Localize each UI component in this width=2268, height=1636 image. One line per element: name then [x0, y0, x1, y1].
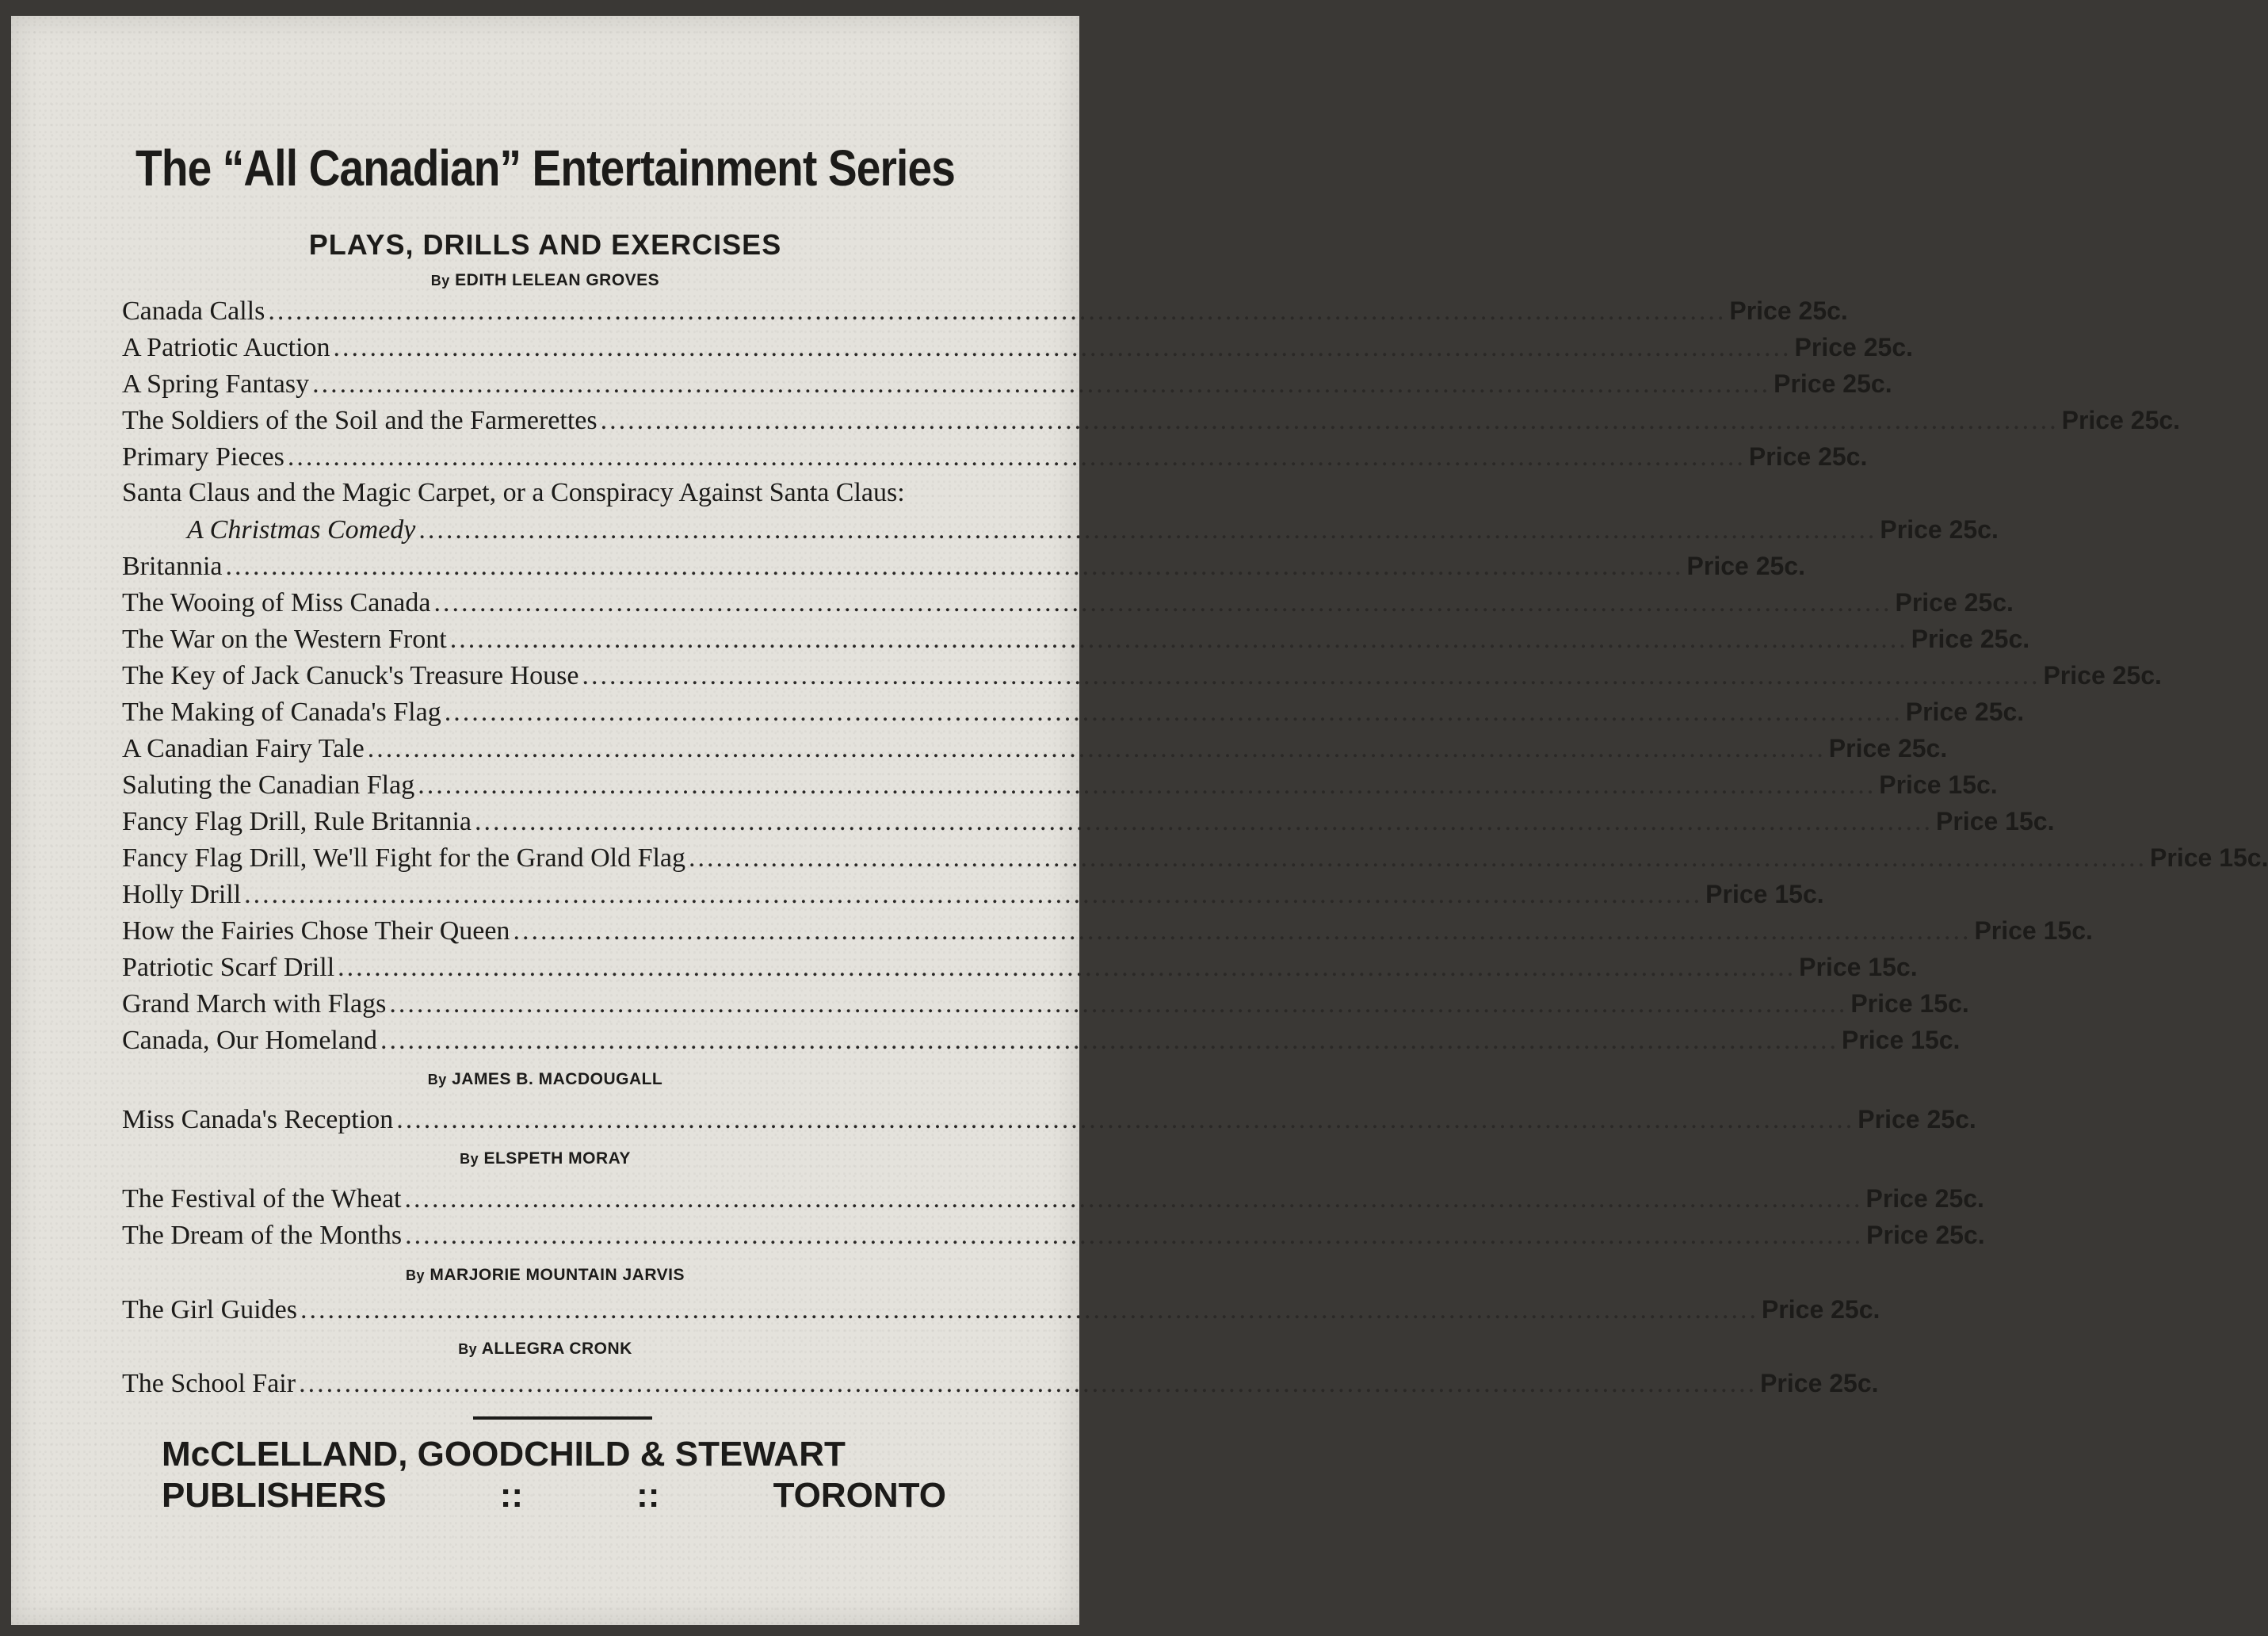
item-title: Britannia [122, 552, 223, 581]
item-title: The Making of Canada's Flag [122, 698, 441, 727]
publisher-name: McCLELLAND, GOODCHILD & STEWART [162, 1435, 846, 1474]
dot-leader: ................................................................................................................................................................ [582, 661, 2041, 690]
item-price: Price 25c. [1858, 1105, 1976, 1133]
list-item [122, 330, 1913, 365]
dot-leader: ................................................................................................................................................................ [475, 807, 1933, 836]
item-title: The Dream of the Months [122, 1221, 403, 1250]
list-item [122, 694, 2025, 729]
item-subtitle: A Christmas Comedy [187, 515, 416, 545]
list-item [122, 1217, 1985, 1252]
list-item [122, 950, 1918, 984]
dot-leader: ................................................................................................................................................................ [389, 989, 1848, 1019]
list-item [122, 877, 1824, 912]
dot-leader: ................................................................................................................................................................ [513, 916, 1972, 946]
dot-leader: ................................................................................................................................................................ [268, 296, 1727, 326]
catalog-page [11, 16, 2268, 1625]
dot-leader: ................................................................................................................................................................ [405, 1221, 1864, 1250]
item-title: The Girl Guides [122, 1295, 297, 1324]
item-title: Primary Pieces [122, 442, 284, 472]
list-item [122, 913, 2093, 948]
list-item [122, 439, 1868, 474]
item-title: Canada Calls [122, 296, 265, 326]
item-title: Patriotic Scarf Drill [122, 953, 335, 982]
item-price: Price 25c. [1794, 333, 1913, 361]
item-title: The Soldiers of the Soil and the Farmerettes [122, 406, 598, 435]
item-price: Price 25c. [1865, 1184, 1984, 1213]
series-title: The “All Canadian” Entertainment Series [136, 140, 955, 197]
item-price: Price 25c. [1686, 552, 1805, 580]
item-title: The Festival of the Wheat [122, 1184, 402, 1214]
dot-leader: ................................................................................................................................................................ [299, 1369, 1758, 1398]
item-title: A Canadian Fairy Tale [122, 734, 365, 763]
list-item [122, 366, 1892, 401]
separator: :: [499, 1476, 524, 1515]
item-title: Miss Canada's Reception [122, 1105, 394, 1134]
list-item [122, 1292, 1880, 1327]
dot-leader: ................................................................................................................................................................ [418, 770, 1877, 800]
dot-leader: ................................................................................................................................................................ [689, 843, 2148, 873]
item-title: A Spring Fantasy [122, 369, 310, 399]
publisher-city: TORONTO [773, 1476, 946, 1515]
author-byline-groves: By EDITH LELEAN GROVES [430, 271, 660, 289]
item-price: Price 25c. [1866, 1221, 1985, 1249]
item-price: Price 15c. [2150, 843, 2268, 872]
item-title: Saluting the Canadian Flag [122, 770, 415, 800]
item-title: Fancy Flag Drill, Rule Britannia [122, 807, 472, 836]
dot-leader: ................................................................................................................................................................ [396, 1105, 1855, 1134]
list-item [122, 1022, 1961, 1057]
item-title: A Patriotic Auction [122, 333, 330, 362]
list-item [122, 585, 2014, 620]
item-price: Price 25c. [1828, 734, 1948, 763]
list-item [122, 549, 1805, 583]
author-byline-jarvis: By MARJORIE MOUNTAIN JARVIS [406, 1266, 685, 1284]
item-title: Grand March with Flags [122, 989, 387, 1019]
list-item [122, 1366, 1879, 1401]
dot-leader: ................................................................................................................................................................ [244, 880, 1703, 909]
separator: :: [636, 1476, 660, 1515]
publisher-line-1 [162, 1435, 946, 1474]
item-price: Price 25c. [1761, 1295, 1880, 1324]
item-price: Price 25c. [2061, 406, 2181, 434]
item-price: Price 15c. [1705, 880, 1824, 908]
item-title: The Key of Jack Canuck's Treasure House [122, 661, 579, 690]
item-title: Holly Drill [122, 880, 242, 909]
author-byline-macdougall: By JAMES B. MACDOUGALL [427, 1070, 663, 1088]
list-item [122, 1102, 1976, 1137]
list-item [122, 403, 2181, 438]
author-byline-moray: By ELSPETH MORAY [460, 1149, 631, 1168]
list-item [122, 658, 2162, 693]
item-price: Price 15c. [1879, 770, 1998, 799]
item-title: Canada, Our Homeland [122, 1026, 377, 1055]
dot-leader: ................................................................................................................................................................ [225, 552, 1684, 581]
item-price: Price 25c. [2043, 661, 2162, 690]
list-item [122, 621, 2030, 656]
publisher-line-2 [162, 1476, 946, 1516]
item-title: The School Fair [122, 1369, 296, 1398]
list-item [122, 512, 1999, 547]
dot-leader: ................................................................................................................................................................ [449, 625, 1908, 654]
dot-leader: ................................................................................................................................................................ [333, 333, 1792, 362]
dot-leader: ................................................................................................................................................................ [380, 1026, 1838, 1055]
dot-leader: ................................................................................................................................................................ [444, 698, 1903, 727]
item-title: Fancy Flag Drill, We'll Fight for the Grand Old Flag [122, 843, 686, 873]
series-subtitle: PLAYS, DRILLS AND EXERCISES [308, 228, 782, 261]
dot-leader: ................................................................................................................................................................ [312, 369, 1771, 399]
list-item [122, 731, 1948, 766]
item-price: Price 25c. [1895, 588, 2014, 617]
item-price: Price 15c. [1850, 989, 1969, 1018]
dot-leader: ................................................................................................................................................................ [367, 734, 1826, 763]
item-price: Price 25c. [1760, 1369, 1879, 1397]
item-title: The Wooing of Miss Canada [122, 588, 431, 617]
item-price: Price 25c. [1911, 625, 2030, 653]
item-price: Price 25c. [1774, 369, 1892, 398]
list-item [122, 1181, 1984, 1216]
item-price: Price 15c. [1841, 1026, 1961, 1054]
list-item [122, 804, 2055, 839]
list-item [122, 840, 2268, 875]
author-byline-cronk: By ALLEGRA CRONK [458, 1340, 632, 1358]
item-price: Price 25c. [1880, 515, 1999, 544]
item-price: Price 25c. [1748, 442, 1868, 471]
item-price: Price 15c. [1974, 916, 2093, 945]
item-title: The War on the Western Front [122, 625, 447, 654]
item-price: Price 15c. [1936, 807, 2055, 835]
dot-leader: ................................................................................................................................................................ [418, 515, 1877, 545]
item-price: Price 25c. [1729, 296, 1848, 325]
list-item [122, 986, 1969, 1021]
dot-leader: ................................................................................................................................................................ [287, 442, 1746, 472]
item-title: How the Fairies Chose Their Queen [122, 916, 510, 946]
dot-leader: ................................................................................................................................................................ [404, 1184, 1863, 1214]
list-item [122, 767, 1998, 802]
dot-leader: ................................................................................................................................................................ [300, 1295, 1758, 1324]
divider-rule [473, 1416, 652, 1420]
list-item [122, 293, 1848, 328]
list-item-title-line [122, 476, 1014, 510]
dot-leader: ................................................................................................................................................................ [433, 588, 1892, 617]
item-title: Santa Claus and the Magic Carpet, or a Conspiracy Against Santa Claus: [122, 478, 905, 507]
dot-leader: ................................................................................................................................................................ [600, 406, 2059, 435]
item-price: Price 25c. [1905, 698, 2025, 726]
item-price: Price 15c. [1799, 953, 1918, 981]
publisher-label: PUBLISHERS [162, 1476, 387, 1515]
dot-leader: ................................................................................................................................................................ [338, 953, 1796, 982]
